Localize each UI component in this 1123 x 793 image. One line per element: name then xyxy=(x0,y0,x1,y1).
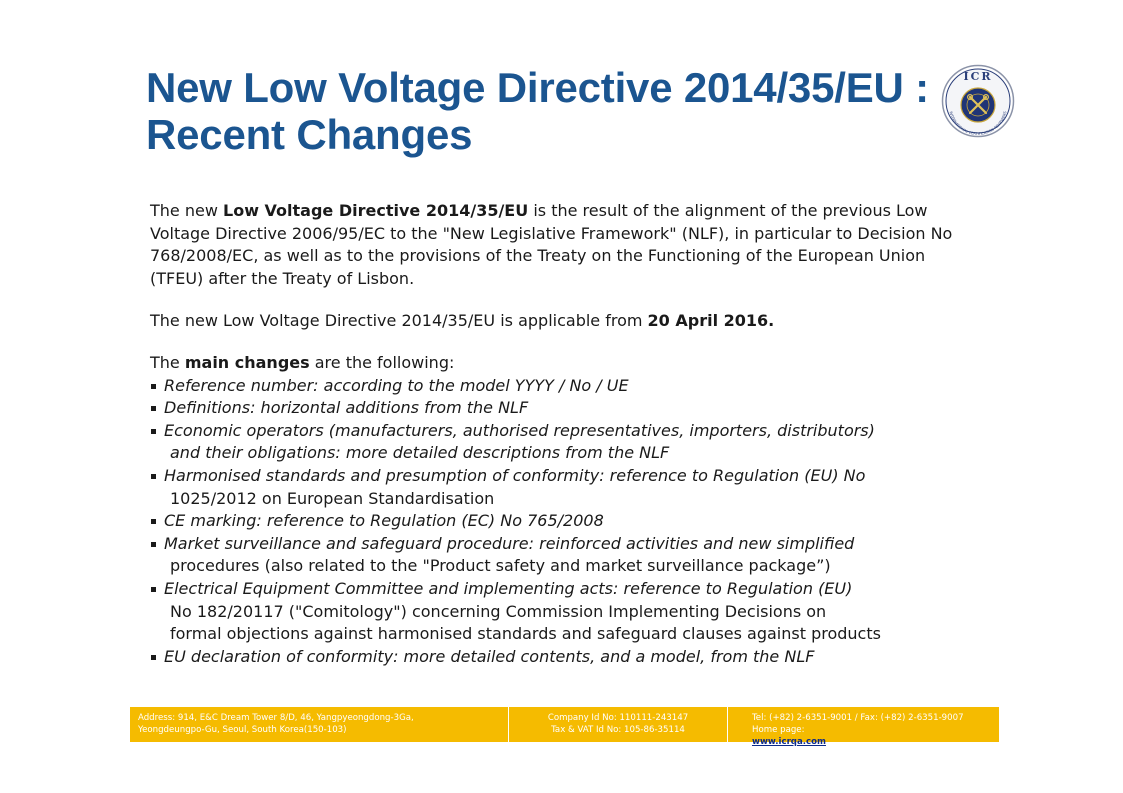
page-title xyxy=(146,64,946,158)
homepage-link[interactable]: www.icrqa.com xyxy=(752,737,826,747)
list-item: Harmonised standards and presumption of conformity: reference to Regulation (EU) No 1025/2012 on European Standardisation xyxy=(150,465,970,510)
logo-text: ICR xyxy=(963,70,993,83)
footer-company-ids: Company Id No: 110111-243147 Tax & VAT Id No: 105-86-35114 xyxy=(509,707,728,742)
list-item: Reference number: according to the model YYYY / No / UE xyxy=(150,375,970,398)
icr-logo xyxy=(941,64,1015,138)
footer-contact: Tel: (+82) 2-6351-9001 / Fax: (+82) 2-6351-9007 Home page: www.icrqa.com xyxy=(752,713,964,747)
applicability-paragraph: The new Low Voltage Directive 2014/35/EU is applicable from 20 April 2016. xyxy=(150,311,775,331)
list-item: EU declaration of conformity: more detailed contents, and a model, from the NLF xyxy=(150,646,970,669)
list-item: Market surveillance and safeguard procedure: reinforced activities and new simplified procedures (also related to the "Product safety and market surveillance package”) xyxy=(150,533,970,578)
list-item: Economic operators (manufacturers, authorised representatives, importers, distributors) and their obligations: more detailed descriptions from the NLF xyxy=(150,420,970,465)
title-line-2: Recent Changes xyxy=(146,111,473,158)
list-item: Electrical Equipment Committee and implementing acts: reference to Regulation (EU) No 182/20117 ("Comitology") concerning Commission Implementing Decisions on formal objections against harmonised standards and safeguard clauses against products xyxy=(150,578,970,646)
changes-list xyxy=(150,375,970,669)
list-item: Definitions: horizontal additions from the NLF xyxy=(150,397,970,420)
changes-heading: The main changes are the following: xyxy=(150,352,455,372)
list-item: CE marking: reference to Regulation (EC) No 765/2008 xyxy=(150,510,970,533)
intro-paragraph: The new Low Voltage Directive 2014/35/EU is the result of the alignment of the previous Low Voltage Directive 2006/95/EC to the "New Legislative Framework" (NLF), in particular to Decision No 768/2008/EC, as well as to the provisions of the Treaty on the Functioning of the European Union (TFEU) after the Treaty of Lisbon. xyxy=(150,201,953,288)
logo-ring-text: INTERNATIONAL CERTIFICATION REVIEWERS xyxy=(948,110,1008,137)
footer-bar xyxy=(130,707,999,747)
title-line-1: New Low Voltage Directive 2014/35/EU : xyxy=(146,64,929,111)
footer-address: Address: 914, E&C Dream Tower 8/D, 46, Yangpyeongdong-3Ga, Yeongdeungpo-Gu, Seoul, South Korea(150-103) xyxy=(130,707,509,742)
main-content xyxy=(150,200,970,668)
